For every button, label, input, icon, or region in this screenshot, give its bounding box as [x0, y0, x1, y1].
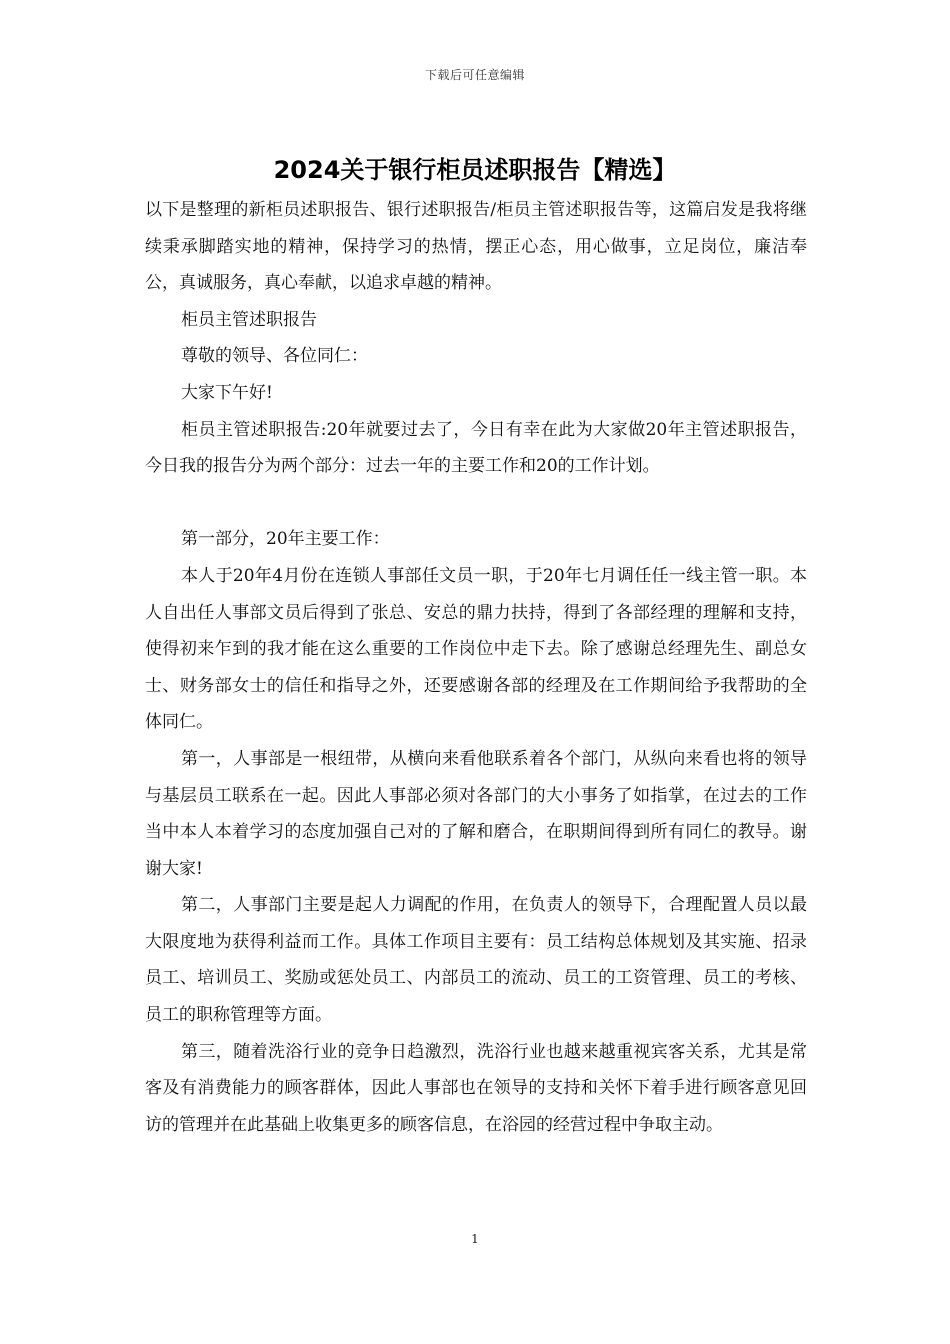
- paragraph-point-one: 第一，人事部是一根纽带，从横向来看他联系着各个部门，从纵向来看也将的领导与基层员工联系在一起。因此人事部必须对各部门的大小事务了如指掌，在过去的工作当中本人本着学习的态度加强自己对的了解和磨合，在职期间得到所有同仁的教导。谢谢大家!: [145, 748, 807, 879]
- page-number: 1: [471, 1232, 479, 1246]
- opening-paragraph: 柜员主管述职报告:20年就要过去了，今日有幸在此为大家做20年主管述职报告，今日我的报告分为两个部分：过去一年的主要工作和20的工作计划。: [145, 419, 807, 477]
- document-body: [145, 192, 807, 1143]
- section-heading-part-one: 第一部分，20年主要工作：: [181, 529, 390, 550]
- document-title: 2024关于银行柜员述职报告【精选】: [273, 156, 677, 184]
- header-note: 下载后可任意编辑: [424, 68, 525, 82]
- intro-paragraph: 以下是整理的新柜员述职报告、银行述职报告/柜员主管述职报告等，这篇启发是我将继续秉承脚踏实地的精神，保持学习的热情，摆正心态，用心做事，立足岗位，廉洁奉公，真诚服务，真心奉献，以追求卓越的精神。: [145, 200, 807, 294]
- greeting: 大家下午好!: [181, 382, 273, 403]
- paragraph-work-history: 本人于20年4月份在连锁人事部任文员一职，于20年七月调任任一线主管一职。本人自出任人事部文员后得到了张总、安总的鼎力扶持，得到了各部经理的理解和支持，使得初来乍到的我才能在这么重要的工作岗位中走下去。除了感谢总经理先生、副总女士、财务部女士的信任和指导之外，还要感谢各部的经理及在工作期间给予我帮助的全体同仁。: [145, 565, 807, 733]
- paragraph-point-three: 第三，随着洗浴行业的竞争日趋激烈，洗浴行业也越来越重视宾客关系，尤其是常客及有消费能力的顾客群体，因此人事部也在领导的支持和关怀下着手进行顾客意见回访的管理并在此基础上收集更多的顾客信息，在浴园的经营过程中争取主动。: [145, 1041, 807, 1135]
- paragraph-point-two: 第二，人事部门主要是起人力调配的作用，在负责人的领导下，合理配置人员以最大限度地为获得利益而工作。具体工作项目主要有：员工结构总体规划及其实施、招录员工、培训员工、奖励或惩处员工、内部员工的流动、员工的工资管理、员工的考核、员工的职称管理等方面。: [145, 895, 807, 1026]
- report-subtitle: 柜员主管述职报告: [181, 309, 317, 330]
- salutation: 尊敬的领导、各位同仁：: [181, 346, 368, 367]
- blank-line: [145, 485, 807, 522]
